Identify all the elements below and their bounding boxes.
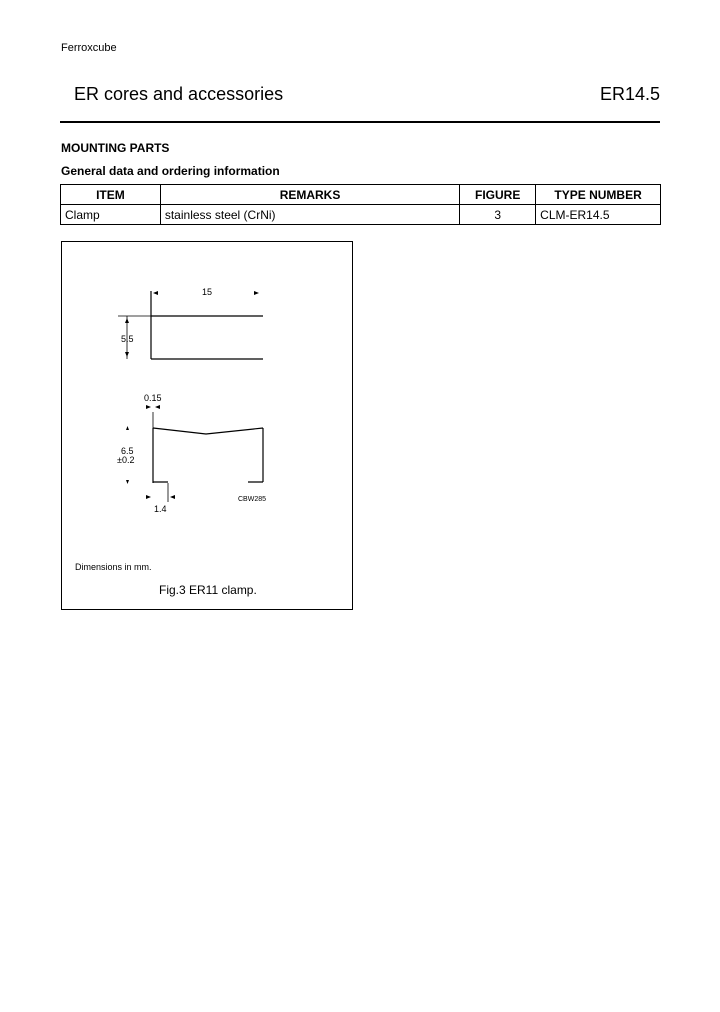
- header-type-number: TYPE NUMBER: [536, 185, 661, 205]
- dim-thickness: 0.15: [144, 393, 162, 403]
- header-rule: [60, 121, 660, 123]
- cell-figure: 3: [460, 205, 536, 225]
- table-row: [61, 205, 661, 225]
- dim-foot: 1.4: [154, 504, 167, 514]
- top-view-outline: [151, 291, 263, 359]
- cell-type-number: CLM-ER14.5: [536, 205, 661, 225]
- header-item: ITEM: [61, 185, 161, 205]
- section-heading: MOUNTING PARTS: [61, 141, 170, 155]
- table-header-row: [61, 185, 661, 205]
- dim-clamp-height: 6.5: [121, 446, 134, 456]
- header-remarks: REMARKS: [160, 185, 459, 205]
- header-figure: FIGURE: [460, 185, 536, 205]
- figure-box: [61, 241, 353, 610]
- cell-item: Clamp: [61, 205, 161, 225]
- dim-clamp-tolerance: ±0.2: [117, 455, 135, 465]
- dimensions-note: Dimensions in mm.: [75, 562, 152, 572]
- side-view-outline: [153, 428, 263, 483]
- cell-remarks: stainless steel (CrNi): [160, 205, 459, 225]
- dim-length: 15: [202, 287, 213, 297]
- brand-name: Ferroxcube: [61, 42, 117, 54]
- clamp-drawing: [62, 242, 352, 609]
- dim-height: 5.5: [121, 334, 134, 344]
- page-title: ER cores and accessories: [74, 84, 284, 104]
- subsection-heading: General data and ordering information: [61, 164, 280, 178]
- arrowheads-top: [125, 291, 259, 357]
- part-number: ER14.5: [599, 84, 660, 104]
- figure-caption: Fig.3 ER11 clamp.: [159, 583, 257, 597]
- ordering-table: [60, 184, 661, 225]
- drawing-code: CBW285: [238, 496, 267, 503]
